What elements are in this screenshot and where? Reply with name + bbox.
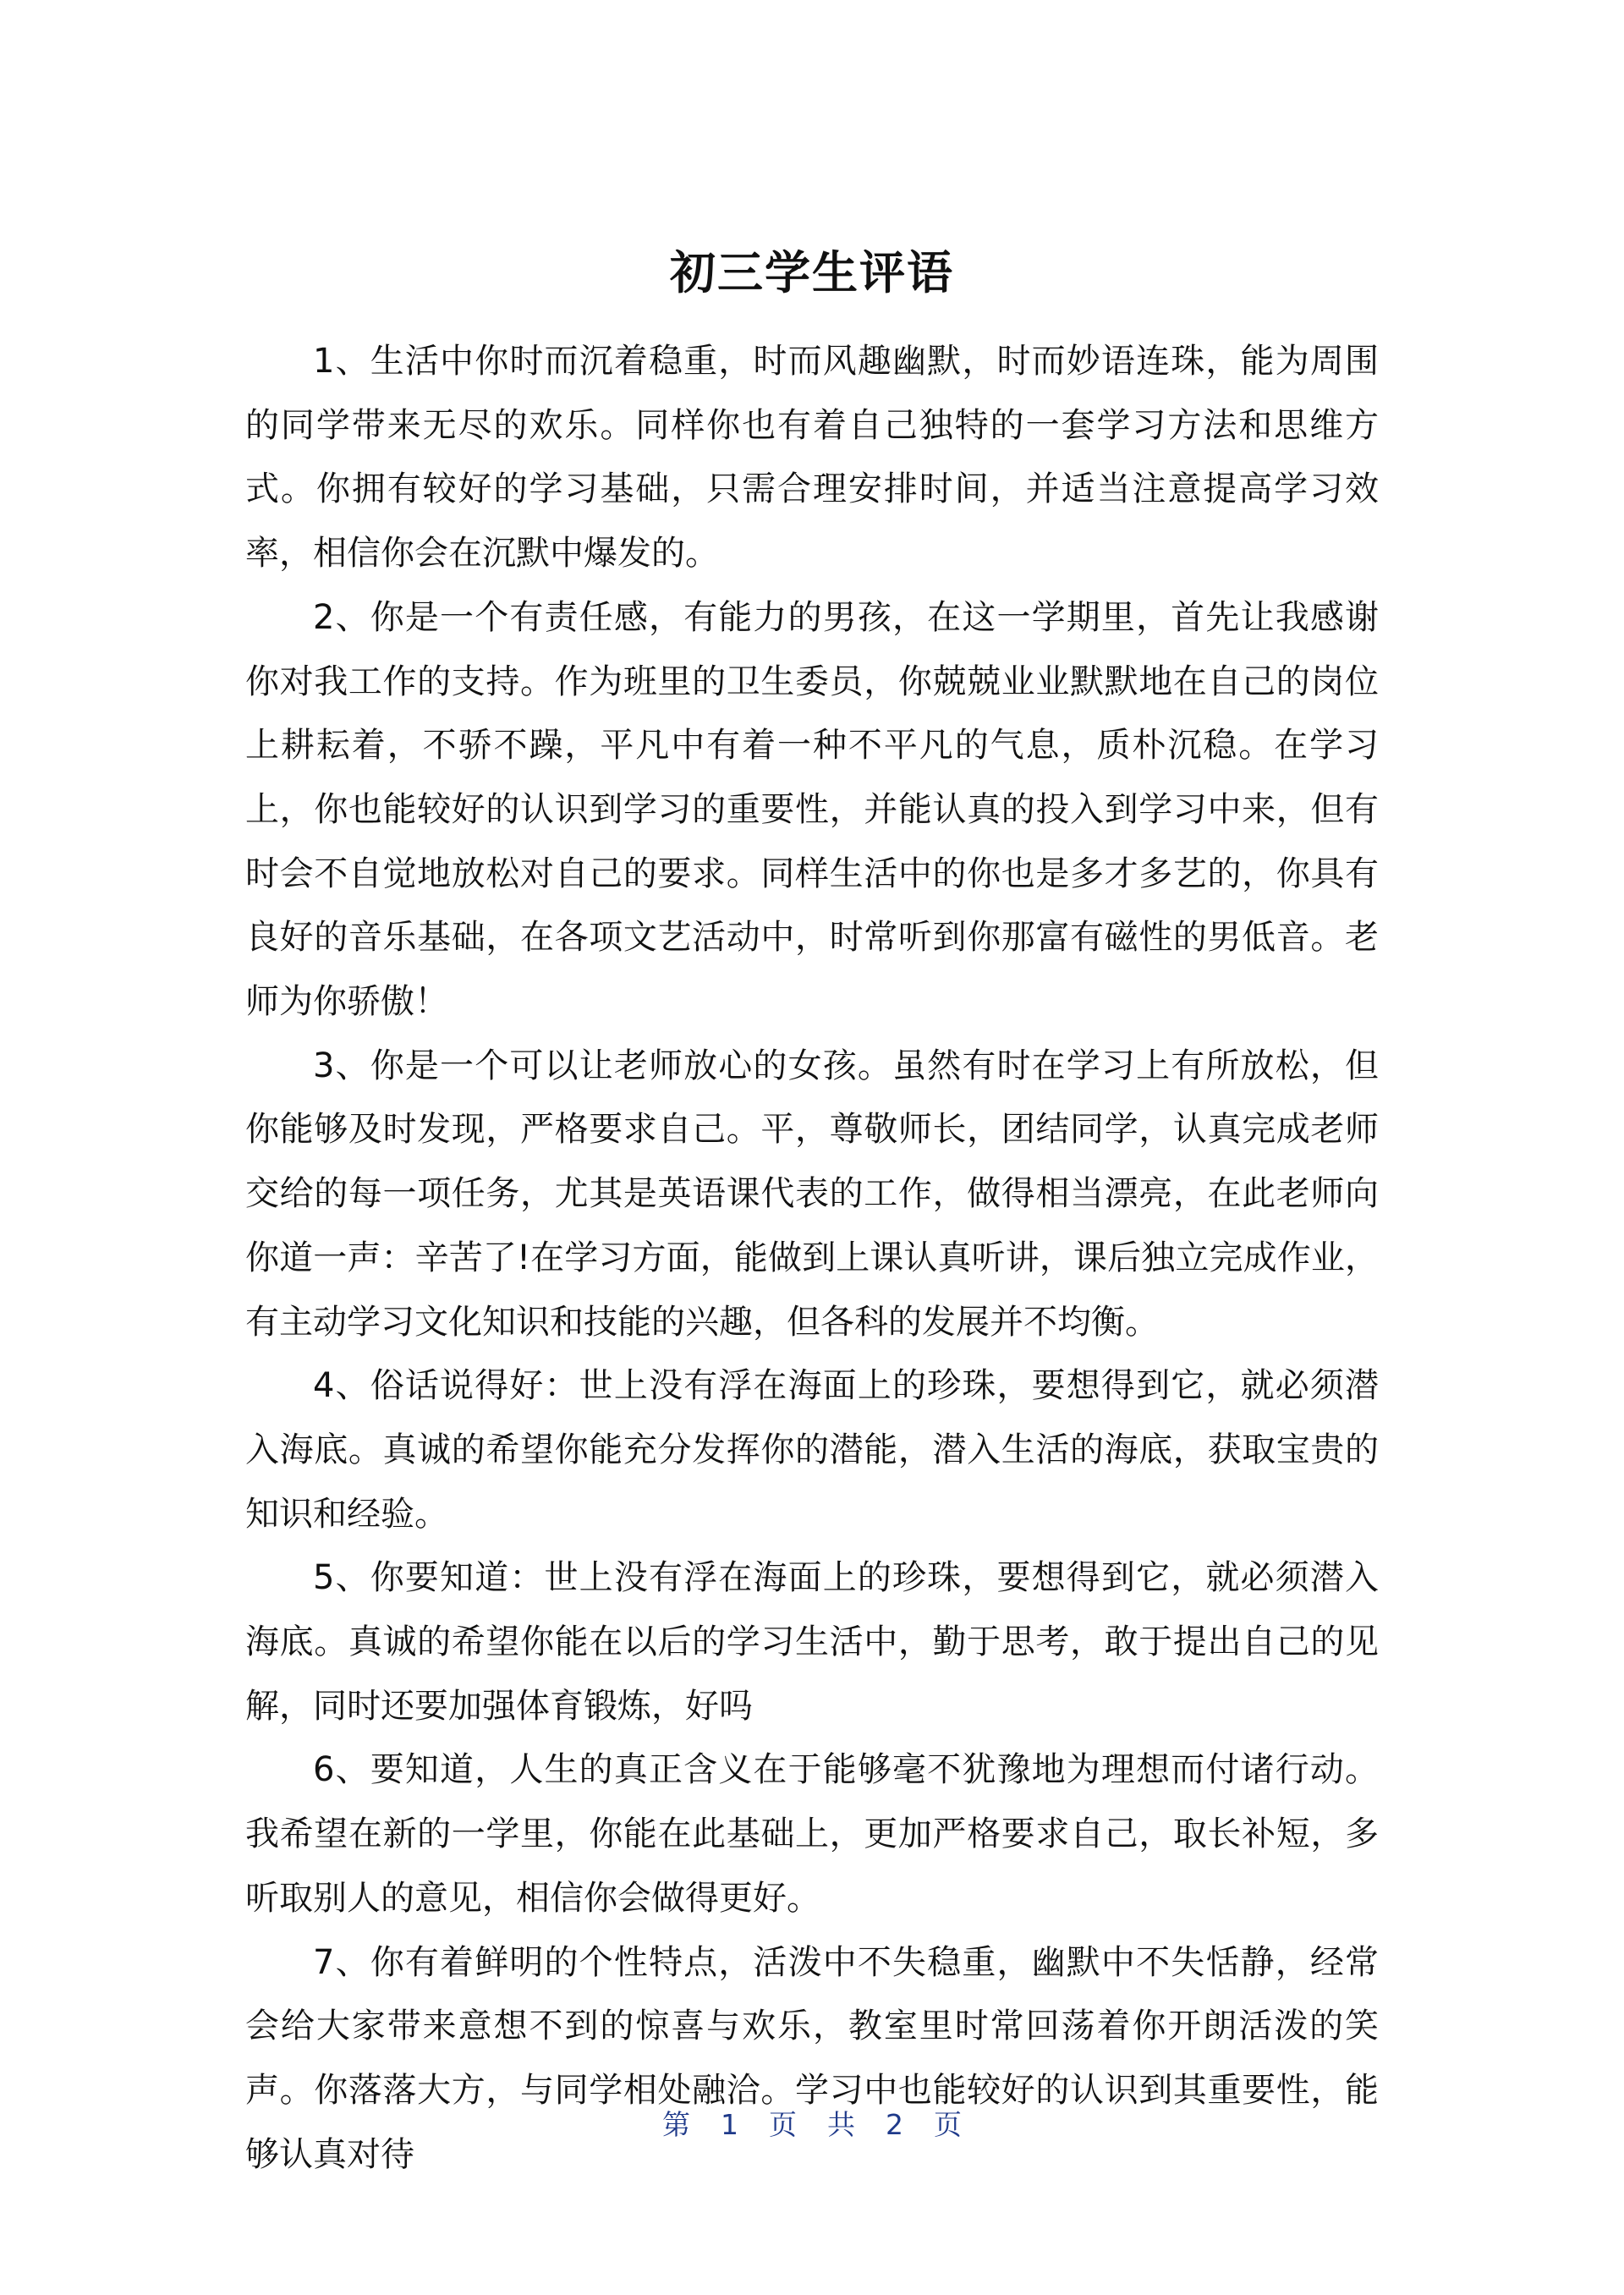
footer-page-label-3: 页 xyxy=(934,2108,962,2141)
comment-paragraph-4: 4、俗话说得好：世上没有浮在海面上的珍珠，要想得到它，就必须潜入海底。真诚的希望你能充分发挥你的潜能，潜入生活的海底，获取宝贵的知识和经验。 xyxy=(245,1366,1379,1534)
document-body xyxy=(245,330,1379,2187)
comment-paragraph-7: 7、你有着鲜明的个性特点，活泼中不失稳重，幽默中不失恬静，经常会给大家带来意想不到的惊喜与欢乐，教室里时常回荡着你开朗活泼的笑声。你落落大方，与同学相处融洽。学习中也能较好的认识到其重要性，能够认真对待 xyxy=(245,1942,1379,2174)
page-footer xyxy=(0,2104,1624,2146)
footer-page-label: 第 xyxy=(662,2108,690,2141)
comment-paragraph-2: 2、你是一个有责任感，有能力的男孩，在这一学期里，首先让我感谢你对我工作的支持。作为班里的卫生委员，你兢兢业业默默地在自己的岗位上耕耘着，不骄不躁，平凡中有着一种不平凡的气息，质朴沉稳。在学习上，你也能较好的认识到学习的重要性，并能认真的投入到学习中来，但有时会不自觉地放松对自己的要求。同样生活中的你也是多才多艺的，你具有良好的音乐基础，在各项文艺活动中，时常听到你那富有磁性的男低音。老师为你骄傲！ xyxy=(245,597,1379,1022)
document-title: 初三学生评语 xyxy=(670,246,954,299)
comment-paragraph-6: 6、要知道，人生的真正含义在于能够毫不犹豫地为理想而付诸行动。我希望在新的一学里，你能在此基础上，更加严格要求自己，取长补短，多听取别人的意见，相信你会做得更好。 xyxy=(245,1750,1379,1918)
footer-current-page: 1 xyxy=(721,2108,738,2141)
footer-page-label-2: 页 xyxy=(769,2108,797,2141)
comment-paragraph-5: 5、你要知道：世上没有浮在海面上的珍珠，要想得到它，就必须潜入海底。真诚的希望你能在以后的学习生活中，勤于思考，敢于提出自己的见解，同时还要加强体育锻炼，好吗 xyxy=(245,1558,1379,1726)
footer-total-pages: 2 xyxy=(886,2108,903,2141)
comment-paragraph-3: 3、你是一个可以让老师放心的女孩。虽然有时在学习上有所放松，但你能够及时发现，严格要求自己。平，尊敬师长，团结同学，认真完成老师交给的每一项任务，尤其是英语课代表的工作，做得相当漂亮，在此老师向你道一声：辛苦了!在学习方面，能做到上课认真听讲，课后独立完成作业，有主动学习文化知识和技能的兴趣，但各科的发展并不均衡。 xyxy=(245,1046,1379,1342)
comment-paragraph-1: 1、生活中你时而沉着稳重，时而风趣幽默，时而妙语连珠，能为周围的同学带来无尽的欢乐。同样你也有着自己独特的一套学习方法和思维方式。你拥有较好的学习基础，只需合理安排时间，并适当注意提高学习效率，相信你会在沉默中爆发的。 xyxy=(245,342,1379,574)
footer-total-label: 共 xyxy=(827,2108,855,2141)
